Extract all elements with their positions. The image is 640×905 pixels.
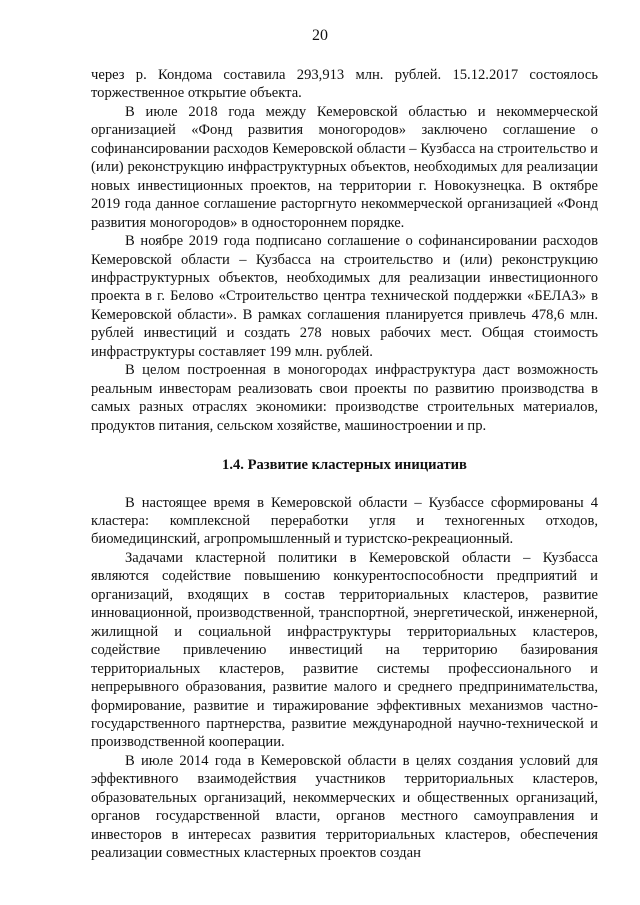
page-number: 20 bbox=[312, 27, 328, 44]
paragraph-continuation: через р. Кондома составила 293,913 млн. рублей. 15.12.2017 состоялось торжественное открытие объекта. bbox=[91, 67, 598, 102]
page-body bbox=[91, 66, 598, 863]
section-heading: 1.4. Развитие кластерных инициатив bbox=[222, 457, 467, 474]
paragraph-monocities-fund-agreement: В июле 2018 года между Кемеровской областью и некоммерческой организацией «Фонд развития моногородов» заключено соглашение о софинансировании расходов Кемеровской области – Кузбасса на строительство и (или) реконструкцию инфраструктурных объектов, необходимых для реализации новых инвестиционных проектов, на территории г. Новокузнецка. В октябре 2019 года данное соглашение расторгнуто некоммерческой организацией «Фонд развития моногородов» в одностороннем порядке. bbox=[91, 103, 598, 231]
paragraph-clusters-formed: В настоящее время в Кемеровской области – Кузбассе сформированы 4 кластера: комплексной переработки угля и техногенных отходов, биомедицинский, агропромышленный и туристско-рекреационный. bbox=[91, 494, 598, 548]
paragraph-infrastructure-summary: В целом построенная в моногородах инфраструктура даст возможность реальным инвесторам реализовать свои проекты по развитию производства в самых разных отраслях экономики: производстве строительных материалов, продуктов питания, сельском хозяйстве, машиностроении и пр. bbox=[91, 362, 598, 434]
paragraph-cluster-policy-goals: Задачами кластерной политики в Кемеровской области – Кузбасса являются содействие повышению конкурентоспособности предприятий и организаций, входящих в состав территориальных кластеров, развитие инновационной, производственной, транспортной, энергетической, инженерной, жилищной и социальной инфраструктуры территориальных кластеров, содействие привлечению инвестиций на территорию базирования территориальных кластеров, развитие системы профессионального и непрерывного образования, развитие малого и среднего предпринимательства, формирование, развитие и тиражирование эффективных механизмов частно-государственного партнерства, развитие международной научно-технической и производственной кооперации. bbox=[91, 549, 598, 751]
paragraph-belaz-agreement: В ноябре 2019 года подписано соглашение о софинансировании расходов Кемеровской области – Кузбасса на строительство и (или) реконструкцию инфраструктурных объектов, необходимых для реализации инвестиционного проекта в г. Белово «Строительство центра технической поддержки «БЕЛАЗ» в Кемеровской области». В рамках соглашения планируется привлечь 478,6 млн. рублей инвестиций и создать 278 новых рабочих мест. Общая стоимость инфраструктуры составляет 199 млн. рублей. bbox=[91, 233, 598, 360]
paragraph-july-2014: В июле 2014 года в Кемеровской области в целях создания условий для эффективного взаимодействия участников территориальных кластеров, образовательных организаций, некоммерческих и общественных организаций, органов государственной власти, органов местного самоуправления и инвесторов в интересах развития территориальных кластеров, обеспечения реализации совместных кластерных проектов создан bbox=[91, 752, 598, 862]
